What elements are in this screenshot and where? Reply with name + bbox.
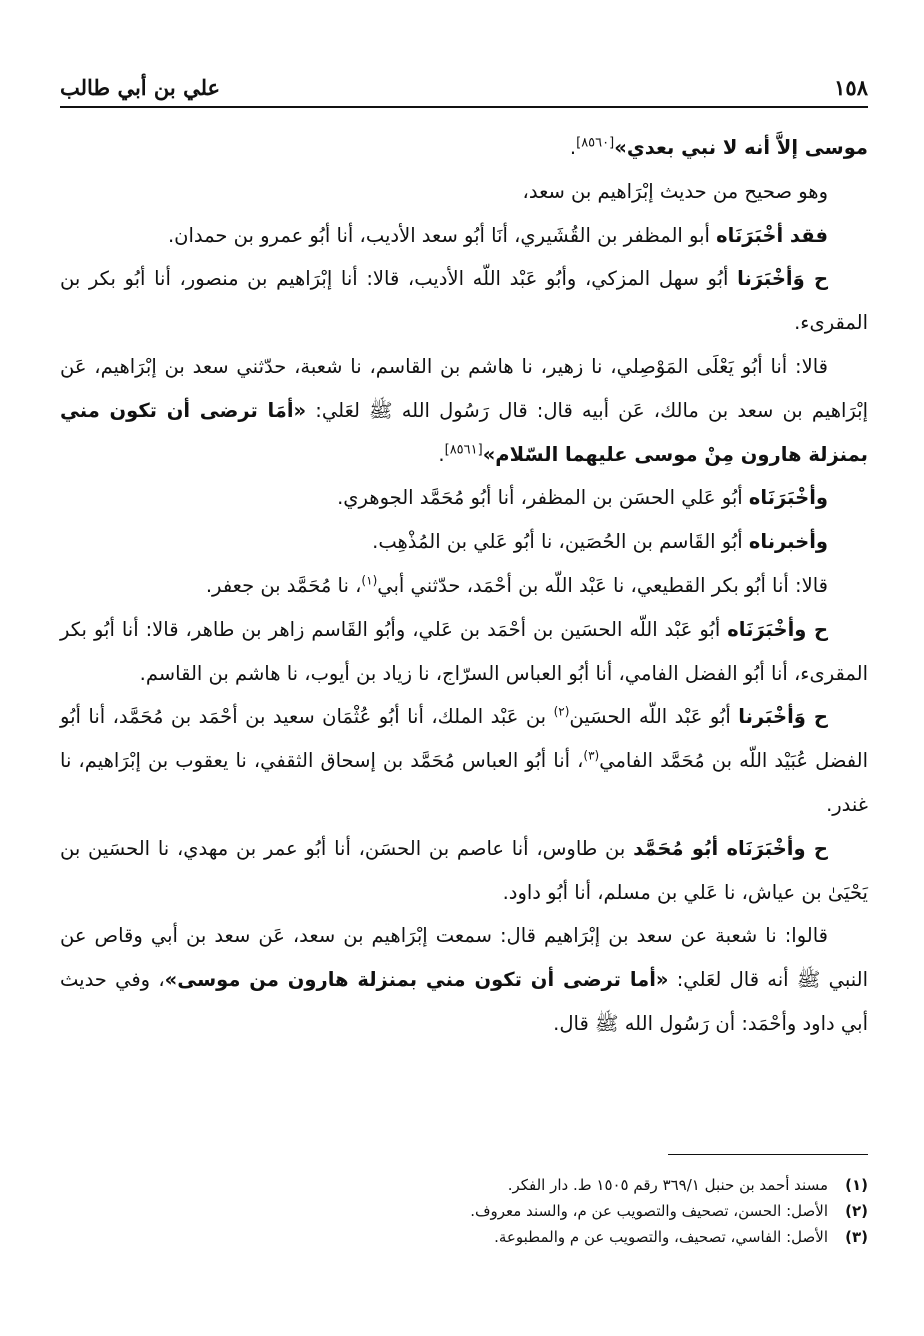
paragraph-2: وهو صحيح من حديث إبْرَاهيم بن سعد، (522, 179, 828, 203)
hadith-quote: «أمَا ترضى أن تكون مني بمنزلة هارون مِنْ موسى عليهما السّلام» (60, 398, 868, 466)
hadith-quote: «أما ترضى أن تكون مني بمنزلة هارون من موسى» (164, 968, 669, 992)
page-number: ١٥٨ (834, 75, 868, 100)
isnad-text: قالا: أنا أبُو بكر القطيعي، نا عَبْد اللّه بن أحْمَد، حدّثني أبي (377, 573, 828, 597)
paragraph-11 (60, 827, 868, 915)
paragraph-8 (60, 564, 868, 608)
isnad-lead: ح وأخْبَرَنَاه أبُو مُحَمَّد (633, 836, 828, 860)
paragraph-9 (60, 608, 868, 696)
main-text (60, 126, 868, 1046)
isnad-lead: ح وَأخْبَرنا (738, 705, 828, 729)
isnad-text: ، أنا أبُو العباس مُحَمَّد بن إسحاق الثقفي، نا يعقوب بن إبْرَاهيم، نا غندر. (60, 749, 868, 816)
isnad-lead: ح وَأخْبَرَنا (737, 267, 829, 291)
footnote-marker: (٢) (553, 704, 570, 719)
isnad-lead: فقد أخْبَرَنَاه (716, 223, 828, 247)
footnote-text: مسند أحمد بن حنبل ٣٦٩/١ رقم ١٥٠٥ ط. دار الفكر. (507, 1176, 828, 1194)
book-page (60, 58, 868, 1288)
running-title: علي بن أبي طالب (60, 75, 221, 100)
hadith-text-end: موسى إلاَّ أنه لا نبي بعدي» (614, 136, 868, 159)
footnote-text: الأصل: الحسن، تصحيف والتصويب عن م، والسند معروف. (470, 1202, 828, 1220)
isnad-text: قالوا: نا شعبة عن سعد بن إبْرَاهيم قال: سمعت إبْرَاهيم بن سعد، عَن سعد بن أبي وقاص عن النبي ﷺ أنه قال لعَلي: (60, 924, 868, 992)
isnad-text: ، وفي حديث أبي داود وأحْمَد: أن رَسُول الله ﷺ قال. (60, 968, 868, 1035)
isnad-lead: وأخْبَرَنَاه (748, 486, 828, 510)
footnote-marker: (٣) (583, 748, 600, 763)
hadith-ref-number: [٨٥٦١] (444, 442, 483, 458)
isnad-text: أبُو سهل المزكي، وأبُو عَبْد اللّه الأديب، قالا: أنا إبْرَاهيم بن منصور، أنا أبُو بكر بن المقرىء. (60, 267, 868, 335)
paragraph-3 (60, 214, 868, 258)
footnote-number: (١) (845, 1176, 868, 1194)
footnotes (60, 1172, 868, 1250)
isnad-text: ، نا مُحَمَّد بن جعفر. (205, 573, 362, 597)
footnote-item (60, 1172, 868, 1198)
isnad-lead: وأخبرناه (748, 530, 828, 554)
paragraph-7 (60, 520, 868, 564)
footnote-number: (٢) (845, 1202, 868, 1220)
isnad-text: أبُو عَبْد اللّه الحسَين (569, 705, 739, 729)
footnote-number: (٣) (845, 1228, 868, 1246)
paragraph-6 (60, 476, 868, 520)
isnad-text: أبُو عَلي الحسَن بن المظفر، أنا أبُو مُحَمَّد الجوهري. (337, 486, 749, 510)
isnad-text: قالا: أنا أبُو يَعْلَى المَوْصِلي، نا زهير، نا هاشم بن القاسم، نا شعبة، حدّثني سعد بن إبْرَاهيم، عَن إبْرَاهيم بن سعد بن مالك، عَن أبيه قال: قال رَسُول الله ﷺ لعَلي: (60, 354, 869, 422)
paragraph-10 (60, 695, 868, 826)
paragraph-5: قالا: أنا أبُو يَعْلَى المَوْصِلي، نا زهير، نا هاشم بن القاسم، نا شعبة، حدّثني سعد بن إبْرَاهيم، عَن إبْرَاهيم بن سعد بن مالك، عَن أبيه قال: قال رَسُول الله ﷺ لعَلي: «أمَا ترضى أن تكون مني بمنزلة هارون مِنْ موسى عليهما السّلام»[٨٥٦١]. (60, 354, 869, 466)
isnad-text: أبو المظفر بن القُشَيري، أنَا أبُو سعد الأديب، أنا أبُو عمرو بن حمدان. (167, 223, 717, 247)
footnote-item (60, 1224, 868, 1250)
footnote-item (60, 1198, 868, 1224)
paragraph-12 (60, 914, 868, 1045)
isnad-text: بن طاوس، أنا عاصم بن الحسَن، أنا أبُو عمر بن مهدي، نا الحسَين بن يَحْيَىٰ بن عياش، نا عَلي بن مسلم، أنا أبُو داود. (60, 836, 868, 904)
footnote-divider (668, 1154, 868, 1155)
paragraph-1: موسى إلاَّ أنه لا نبي بعدي»[٨٥٦٠]. (569, 135, 868, 159)
isnad-text: بن عَبْد الملك، أنا أبُو عُثْمَان سعيد بن أحْمَد بن مُحَمَّد، أنا أبُو الفضل عُبَيْد اللّه بن مُحَمَّد الفامي (60, 705, 868, 773)
isnad-text: أبُو عَبْد اللّه الحسَين بن أحْمَد بن عَلي، وأبُو القَاسم زاهر بن طاهر، قالا: أنا أبُو بكر المقرىء، أنا أبُو الفضل الفامي، أنا أبُو العباس السرّاج، نا زياد بن أيوب، نا هاشم بن القاسم. (60, 617, 868, 685)
isnad-text: أبُو القَاسم بن الحُصَين، نا أبُو عَلي بن المُذْهِب. (372, 530, 749, 554)
running-header (60, 58, 868, 108)
isnad-lead: ح وأخْبَرَنَاه (727, 617, 828, 641)
hadith-ref-number: [٨٥٦٠] (576, 135, 615, 151)
footnote-text: الأصل: الفاسي، تصحيف، والتصويب عن م والمطبوعة. (494, 1228, 828, 1246)
footnote-marker: (١) (361, 573, 378, 588)
paragraph-4 (60, 257, 868, 345)
